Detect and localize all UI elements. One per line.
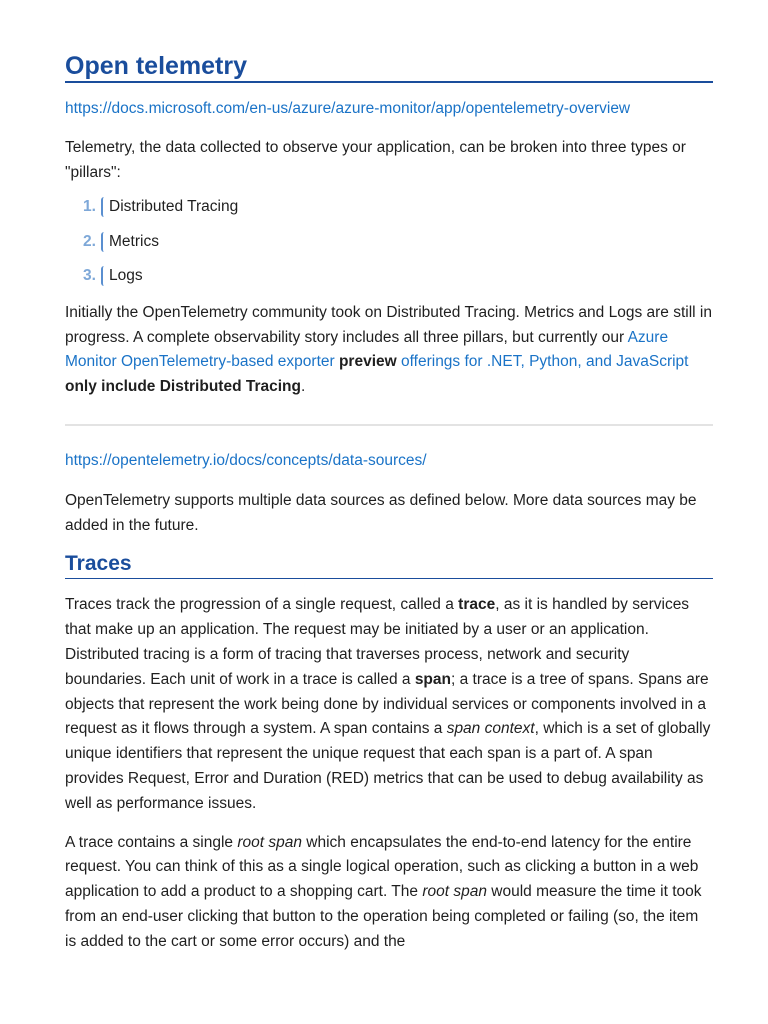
traces-paragraph-2: [65, 831, 713, 955]
list-number: 2.: [83, 232, 96, 250]
page-title: Open telemetry: [65, 44, 713, 83]
list-item-label: Logs: [109, 267, 143, 285]
span-term: span: [414, 670, 451, 688]
list-marker-icon: [101, 197, 105, 217]
text-run: A trace contains a single: [65, 833, 238, 851]
root-span-term: root span: [422, 883, 487, 901]
status-end: .: [300, 378, 306, 396]
text-run: would measure the time it took from an end-user clicking that button to the operation being completed or failing (so, the item is added to the cart or some error occurs) and the: [65, 883, 702, 950]
list-item: [65, 190, 713, 225]
traces-paragraph-1: [65, 593, 713, 816]
data-sources-paragraph: OpenTelemetry supports multiple data sources as defined below. More data sources may be added in the future.: [65, 491, 697, 534]
overview-link-paragraph: [65, 97, 713, 122]
list-number: 3.: [83, 267, 96, 285]
list-marker-icon: [101, 266, 105, 286]
data-sources-link[interactable]: https://opentelemetry.io/docs/concepts/data-sources/: [65, 452, 427, 470]
status-paragraph: [65, 301, 713, 400]
traces-heading: Traces: [65, 551, 713, 579]
text-run: which encapsulates the end-to-end latency for the entire request. You can think of this as a single logical operation, such as clicking a button in a web application to add a product to a shopping cart. The: [65, 833, 699, 901]
offerings-link[interactable]: offerings for .NET, Python, and JavaScript: [396, 353, 689, 371]
text-run: , which is a set of globally unique identifiers that represent the unique request that each span is a part of. A span provides Request, Error and Duration (RED) metrics that can be used to debug availability as well as performance issues.: [65, 720, 711, 812]
list-item-label: Distributed Tracing: [109, 198, 239, 216]
status-text: Initially the OpenTelemetry community took on Distributed Tracing. Metrics and Logs are still in progress. A complete observability story includes all three pillars, but currently our: [65, 303, 712, 346]
preview-label: preview: [338, 353, 397, 371]
list-marker-icon: [101, 232, 105, 252]
document-content: [65, 44, 713, 955]
intro-paragraph: Telemetry, the data collected to observe your application, can be broken into three types or "pillars":: [65, 138, 686, 181]
list-number: 1.: [83, 198, 96, 216]
root-span-term: root span: [237, 833, 302, 851]
text-run: , as it is handled by services that make up an application. The request may be initiated by a user or an application. Distributed tracing is a form of tracing that traverses process, network and security boundaries. Each unit of work in a trace is called a: [65, 596, 690, 688]
section-divider: [65, 424, 713, 426]
trace-term: trace: [458, 596, 496, 614]
pillars-list: [65, 190, 713, 294]
text-run: ; a trace is a tree of spans. Spans are objects that represent the work being done by individual services or components involved in a request as it flows through a system. A span contains a: [65, 670, 709, 738]
span-context-term: span context: [446, 720, 535, 738]
list-item-label: Metrics: [109, 232, 159, 250]
opentelemetry-overview-link[interactable]: https://docs.microsoft.com/en-us/azure/azure-monitor/app/opentelemetry-overview: [65, 100, 631, 117]
only-include-text: only include Distributed Tracing: [65, 378, 301, 396]
list-item: [65, 259, 713, 294]
list-item: [65, 225, 713, 260]
data-sources-link-paragraph: [65, 449, 713, 474]
text-run: Traces track the progression of a single request, called a: [65, 596, 459, 614]
exporter-link[interactable]: Azure Monitor OpenTelemetry-based exporter: [65, 328, 669, 371]
